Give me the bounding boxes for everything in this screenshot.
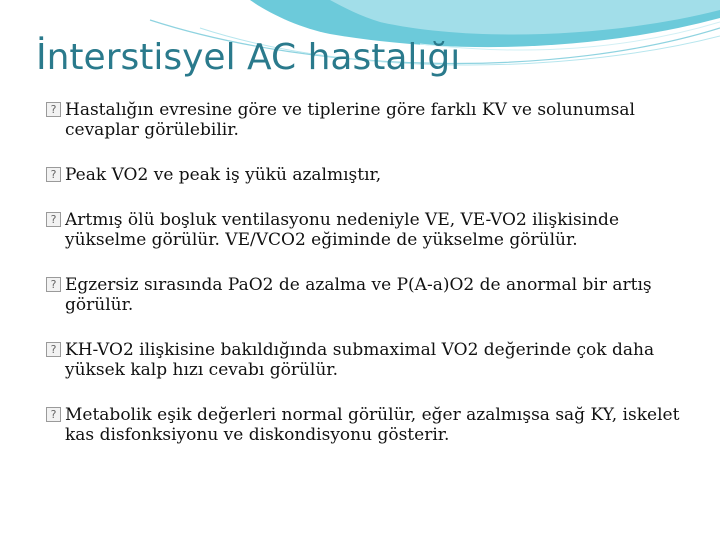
bullet-text: Metabolik eşik değerleri normal görülür, eğer azalmışsa sağ KY, iskelet kas disfonksiyonu ve diskondisyonu gösterir. [65, 405, 680, 445]
bullet-text: Egzersiz sırasında PaO2 de azalma ve P(A-a)O2 de anormal bir artış görülür. [65, 275, 652, 315]
missing-glyph-bullet-icon: ? [46, 342, 61, 357]
list-item [46, 340, 686, 380]
missing-glyph-bullet-icon: ? [46, 167, 61, 182]
list-item [46, 100, 686, 140]
missing-glyph-bullet-icon: ? [46, 407, 61, 422]
bullet-list [46, 100, 686, 470]
bullet-text: KH-VO2 ilişkisine bakıldığında submaximal VO2 değerinde çok daha yüksek kalp hızı cevabı görülür. [65, 340, 655, 380]
missing-glyph-bullet-icon: ? [46, 212, 61, 227]
slide-title: İnterstisyel AC hastalığı [36, 37, 461, 78]
list-item [46, 405, 686, 445]
list-item [46, 210, 686, 250]
bullet-text: Peak VO2 ve peak iş yükü azalmıştır, [65, 165, 382, 185]
missing-glyph-bullet-icon: ? [46, 102, 61, 117]
list-item [46, 275, 686, 315]
bullet-text: Hastalığın evresine göre ve tiplerine göre farklı KV ve solunumsal cevaplar görülebilir. [65, 100, 635, 140]
list-item [46, 165, 686, 185]
bullet-text: Artmış ölü boşluk ventilasyonu nedeniyle VE, VE-VO2 ilişkisinde yükselme görülür. VE/VCO2 eğiminde de yükselme görülür. [65, 210, 620, 250]
missing-glyph-bullet-icon: ? [46, 277, 61, 292]
